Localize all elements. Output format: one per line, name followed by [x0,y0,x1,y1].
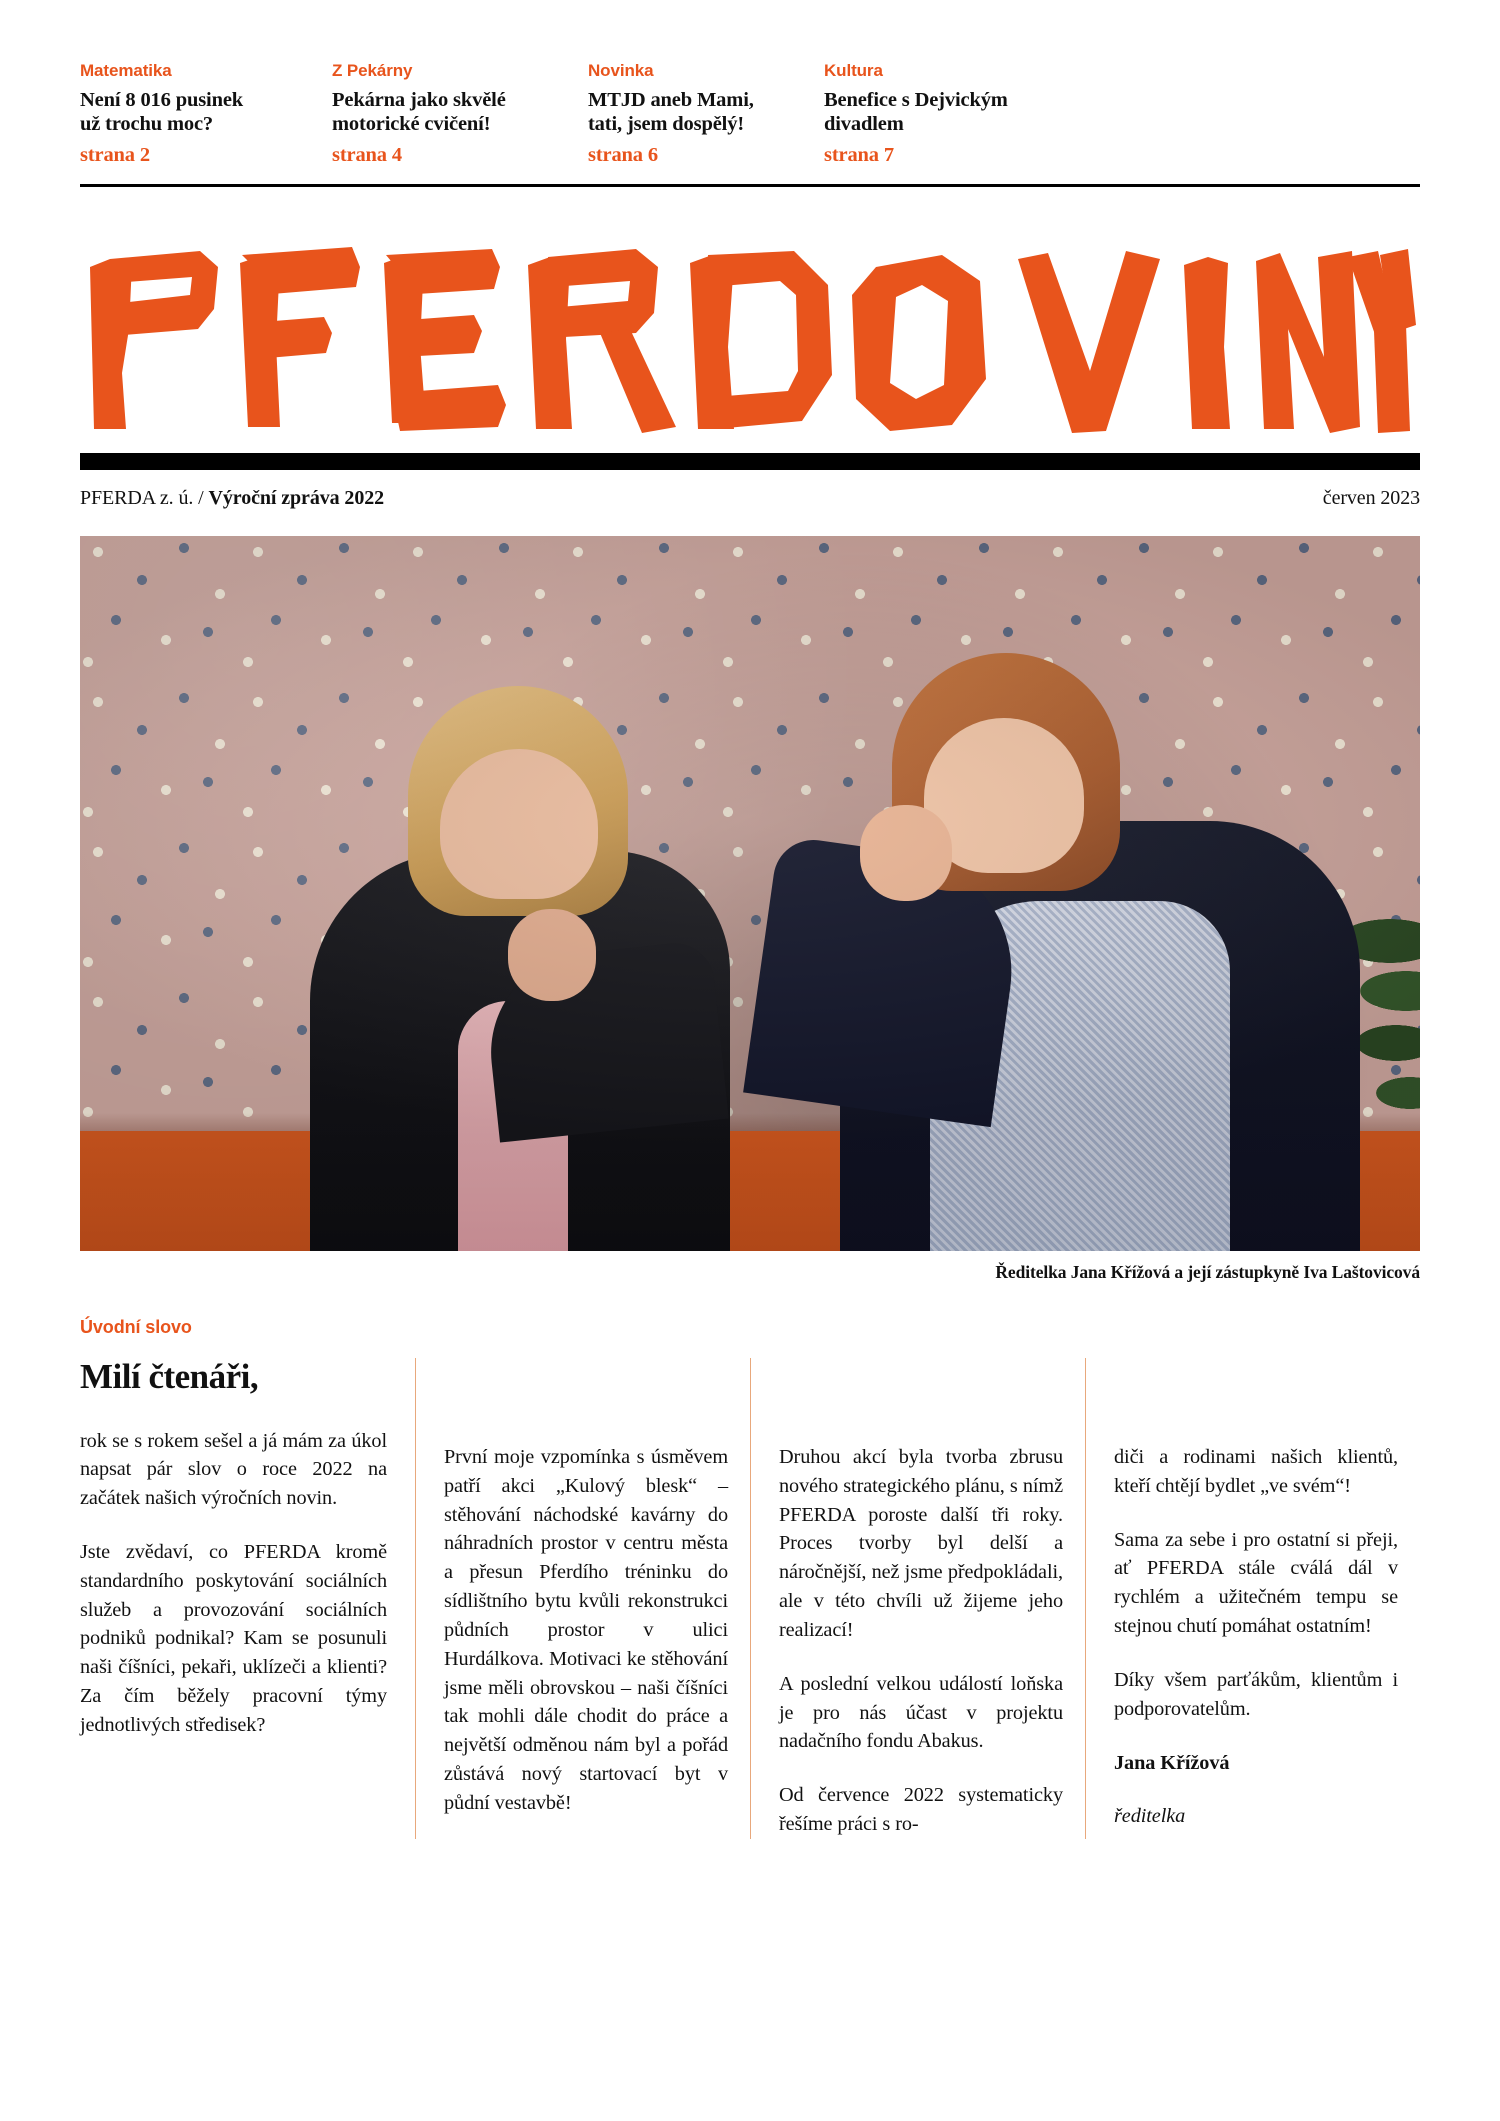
teaser-title [824,88,1114,136]
teaser-item-z-pekarny[interactable] [332,61,588,167]
publisher-name: PFERDA z. ú. / [80,487,209,509]
editorial-paragraph: Druhou akcí byla tvorba zbrusu nového strategického plánu, s nímž PFERDA poroste další tři roky. Proces tvorby byl delší a náročnější, než jsme předpokládali, ale v této chvíli už žijeme jeho realizací! [779,1446,1063,1641]
editorial-signature-role: ředitelka [1114,1805,1186,1828]
lead-photo-image [80,536,1420,1251]
teaser-strip [80,0,1420,167]
teaser-item-matematika[interactable] [80,61,332,167]
masthead-logo [80,229,1420,437]
teaser-kicker: Novinka [588,61,654,80]
editorial-paragraph: diči a rodinami našich klientů, kteří chtějí bydlet „ve svém“! [1114,1446,1398,1497]
teaser-page-ref[interactable]: strana 4 [332,144,402,167]
teaser-kicker: Z Pekárny [332,61,413,80]
teaser-title-line: Pekárna jako skvělé [332,88,506,111]
teaser-item-kultura[interactable] [824,61,1144,167]
editorial-paragraph: Od července 2022 systematicky řešíme práci s ro- [779,1784,1063,1835]
editorial-paragraph: Sama za sebe i pro ostatní si přeji, ať PFERDA stále cválá dál v rychlém a užitečném tempu se stejnou chutí pomáhat ostatním! [1114,1528,1398,1638]
editorial-columns [80,1358,1420,1839]
teaser-title-line: Není 8 016 pusinek [80,88,244,111]
editorial-column-2 [415,1358,750,1839]
dateline-publisher [80,487,384,510]
editorial-paragraph: První moje vzpomínka s úsměvem patří akci „Kulový blesk“ – stěhování náchodské kavárny do náhradních prostor v centru města a přesun Pferdího tréninku do sídlištního bytu kvůli rekonstrukci půdních prostor v ulici Hurdálkova. Motivaci ke stěhování jsme měli obrovskou – naši číšníci tak mohli dále chodit do práce a největší odměnou nám byl a pořád zůstává nový startovací byt v půdní vestavbě! [444,1446,728,1814]
editorial-paragraph: Díky všem parťákům, klientům i podporovatelům. [1114,1668,1398,1720]
editorial-paragraph: A poslední velkou událostí loňska je pro nás účast v projektu nadačního fondu Abakus. [779,1672,1063,1753]
photo-vignette [80,536,1420,1251]
teaser-page-ref[interactable]: strana 7 [824,144,894,167]
teaser-title-line: už trochu moc? [80,112,214,135]
dateline-date: červen 2023 [1322,487,1420,509]
masthead-divider-rule [80,453,1420,470]
teaser-title [332,88,558,136]
editorial-paragraph: Jste zvědaví, co PFERDA kromě standardního poskytování sociálních služeb a provozování sociálních podniků podnikal? Kam se posunuli naši číšníci, pekaři, uklízeči a klienti? Za čím běžely pracovní týmy jednotlivých středisek? [80,1540,387,1736]
teaser-page-ref[interactable]: strana 6 [588,144,658,167]
teaser-item-novinka[interactable] [588,61,824,167]
editorial-column-4 [1085,1358,1420,1839]
header-divider-rule [80,184,1420,187]
teaser-title [80,88,302,136]
editorial-column-1 [80,1358,415,1839]
editorial-kicker: Úvodní slovo [80,1317,192,1337]
editorial-signature-name: Jana Křížová [1114,1751,1230,1774]
editorial-headline: Milí čtenáři, [80,1357,259,1396]
teaser-title-line: MTJD aneb Mami, [588,88,754,111]
teaser-page-ref[interactable]: strana 2 [80,144,150,167]
editorial-paragraph: rok se s rokem sešel a já mám za úkol napsat pár slov o roce 2022 na začátek našich výročních novin. [80,1429,387,1510]
editorial-column-3 [750,1358,1085,1839]
teaser-title-line: Benefice s Dejvickým [824,88,1008,111]
edition-name: Výroční zpráva 2022 [208,487,385,509]
teaser-title-line: divadlem [824,112,904,135]
teaser-kicker: Matematika [80,61,172,80]
photo-caption: Ředitelka Jana Křížová a její zástupkyně Iva Laštovicová [995,1262,1420,1282]
teaser-title [588,88,794,136]
teaser-title-line: motorické cvičení! [332,112,491,135]
dateline-bar [80,487,1420,510]
lead-photo [80,536,1420,1251]
teaser-title-line: tati, jsem dospělý! [588,112,745,135]
teaser-kicker: Kultura [824,61,883,80]
